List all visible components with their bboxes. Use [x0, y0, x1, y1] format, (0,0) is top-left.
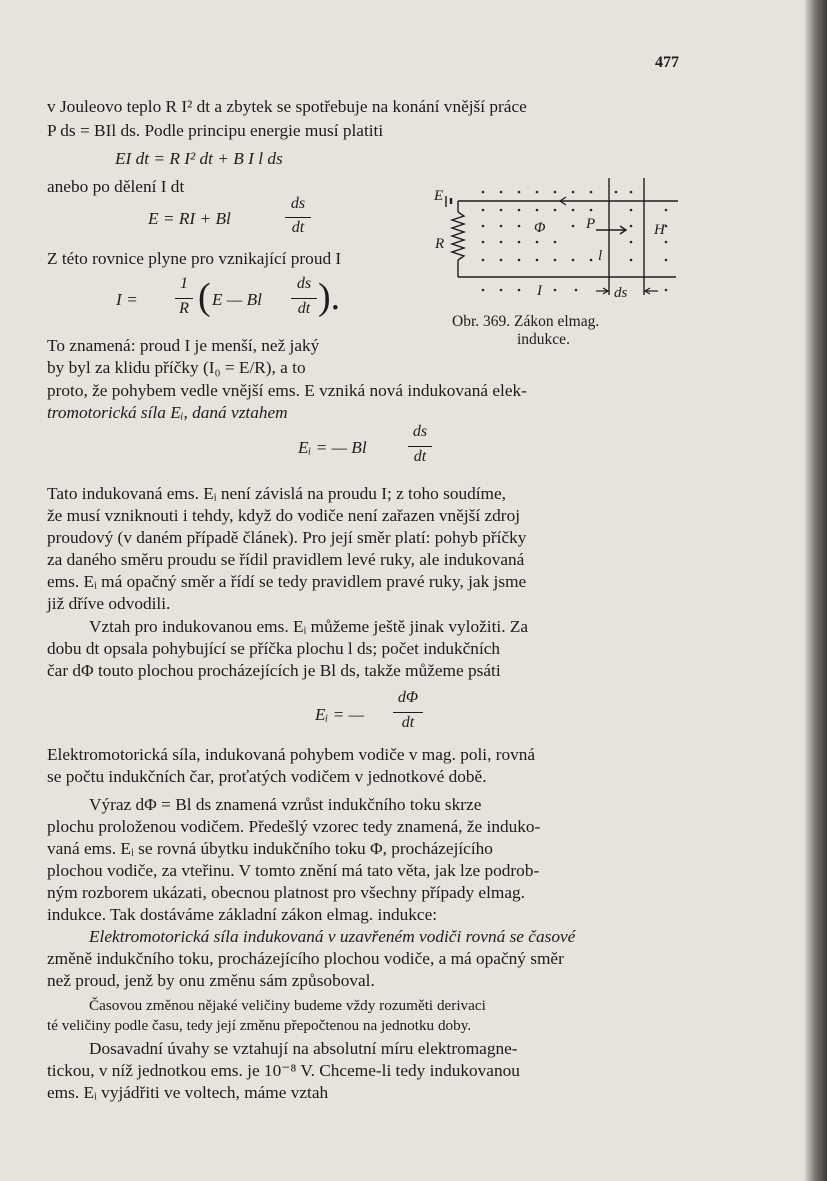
label-R: R — [435, 236, 445, 252]
text-line: než proud, jenž by onu změnu sám způsoboval. — [47, 971, 375, 990]
fraction-denominator: dt — [297, 300, 311, 317]
fraction-numerator: ds — [412, 423, 428, 440]
text-line: dobu dt opsala pohybující se příčka plochu l ds; počet indukčních — [47, 639, 501, 658]
text-line: vaná ems. Eᵢ se rovná úbytku indukčního toku Φ, procházejícího — [47, 839, 493, 858]
text-line: tromotorická síla Eᵢ, daná vztahem — [47, 403, 288, 422]
text-line: anebo po dělení I dt — [47, 177, 185, 196]
text-line-small: Časovou změnou nějaké veličiny budeme vždy rozuměti derivaci — [89, 997, 486, 1014]
label-ds: ds — [614, 285, 628, 301]
text-line: ems. Eᵢ vyjádřiti ve voltech, máme vztah — [47, 1083, 329, 1102]
text-line: ným rozborem ukázati, obecnou platnost pro všechny případy elmag. — [47, 883, 525, 902]
text-line: již dříve odvodili. — [47, 594, 171, 613]
fraction-bar — [408, 446, 432, 447]
text-line: Vztah pro indukovanou ems. Eᵢ můžeme ještě jinak vyložiti. Za — [89, 617, 529, 636]
fraction-numerator: ds — [296, 275, 312, 292]
fraction-denominator: R — [179, 300, 189, 317]
paren-right: ). — [318, 276, 341, 318]
equation-current-mid: E — Bl — [212, 290, 262, 309]
text-line: Z této rovnice plyne pro vznikající proud I — [47, 249, 342, 268]
text-line: Výraz dΦ = Bl ds znamená vzrůst indukčního toku skrze — [89, 795, 482, 814]
text-line: Elektromotorická síla indukovaná v uzavřeném vodiči rovná se časové — [89, 927, 576, 946]
equation-emf: E = RI + Bl — [148, 209, 231, 228]
text-line: tickou, v níž jednotkou ems. je 10⁻⁸ V. Chceme-li tedy indukovanou — [47, 1061, 520, 1080]
fraction-denominator: dt — [401, 714, 415, 731]
label-E: E — [434, 188, 444, 204]
fraction-bar — [291, 298, 317, 299]
label-phi: Φ — [534, 220, 546, 236]
text-line: čar dΦ touto plochou procházejících je Bl ds, takže můžeme psáti — [47, 661, 501, 680]
text-line-small: té veličiny podle času, tedy její změnu přepočtenou na jednotku doby. — [47, 1017, 472, 1034]
label-I: I — [537, 283, 542, 299]
equation-induced-emf: Eᵢ = — Bl — [298, 438, 367, 457]
fraction-denominator: dt — [413, 448, 427, 465]
label-H: H — [654, 222, 665, 238]
fraction-bar — [393, 712, 423, 713]
figure-induction-diagram — [426, 170, 696, 310]
text-line: Elektromotorická síla, indukovaná pohybem vodiče v mag. poli, rovná — [47, 745, 536, 764]
text-line: proudový (v daném případě článek). Pro její směr platí: pohyb příčky — [47, 528, 527, 547]
fraction-bar — [285, 217, 311, 218]
text-line: že musí vzniknouti i tehdy, když do vodiče není zařazen vnější zdroj — [47, 506, 521, 525]
fraction-numerator: dΦ — [397, 689, 419, 706]
text-line: za daného směru proudu se řídil pravidlem levé ruky, ale indukovaná — [47, 550, 525, 569]
text-line: ems. Eᵢ má opačný směr a řídí se tedy pravidlem pravé ruky, jak jsme — [47, 572, 527, 591]
paren-left: ( — [198, 276, 211, 318]
fraction-numerator: 1 — [180, 275, 188, 292]
label-P: P — [586, 216, 596, 232]
page-number: 477 — [655, 54, 679, 71]
figure-caption-line2: indukce. — [517, 331, 570, 348]
label-l: l — [598, 248, 603, 264]
fraction-numerator: ds — [290, 195, 306, 212]
equation-current-lhs: I = — [116, 290, 138, 309]
page-edge-shadow — [805, 0, 827, 1181]
equation-flux-law: Eᵢ = — — [315, 705, 364, 724]
text-line: Tato indukovaná ems. Eᵢ není závislá na proudu I; z toho soudíme, — [47, 484, 506, 503]
fraction-denominator: dt — [291, 219, 305, 236]
equation-energy: EI dt = R I² dt + B I l ds — [115, 149, 283, 168]
text-line: Dosavadní úvahy se vztahují na absolutní míru elektromagne- — [89, 1039, 518, 1058]
text-line: plochu proloženou vodičem. Předešlý vzorec tedy znamená, že induko- — [47, 817, 541, 836]
text-line: proto, že pohybem vedle vnější ems. E vzniká nová indukovaná elek- — [47, 381, 527, 400]
magnetic-field-dots — [482, 191, 668, 292]
fraction-bar — [175, 298, 193, 299]
force-arrow — [596, 226, 626, 234]
text-line: plochou vodiče, za vteřinu. V tomto znění má tato věta, jak lze podrob- — [47, 861, 540, 880]
text-line: P ds = BIl ds. Podle principu energie musí platiti — [47, 121, 384, 140]
text-line: by byl za klidu příčky (I₀ = E/R), a to — [47, 358, 306, 377]
text-line: změně indukčního toku, procházejícího plochou vodiče, a má opačný směr — [47, 949, 564, 968]
text-line: v Jouleovo teplo R I² dt a zbytek se spotřebuje na konání vnější práce — [47, 97, 527, 116]
circuit-wires — [458, 178, 678, 295]
figure-caption-line1: Obr. 369. Zákon elmag. — [452, 313, 600, 330]
resistor-zigzag — [452, 212, 464, 260]
text-line: To znamená: proud I je menší, než jaký — [47, 336, 320, 355]
text-line: se počtu indukčních čar, proťatých vodičem v jednotkové době. — [47, 767, 487, 786]
text-line: indukce. Tak dostáváme základní zákon elmag. indukce: — [47, 905, 438, 924]
